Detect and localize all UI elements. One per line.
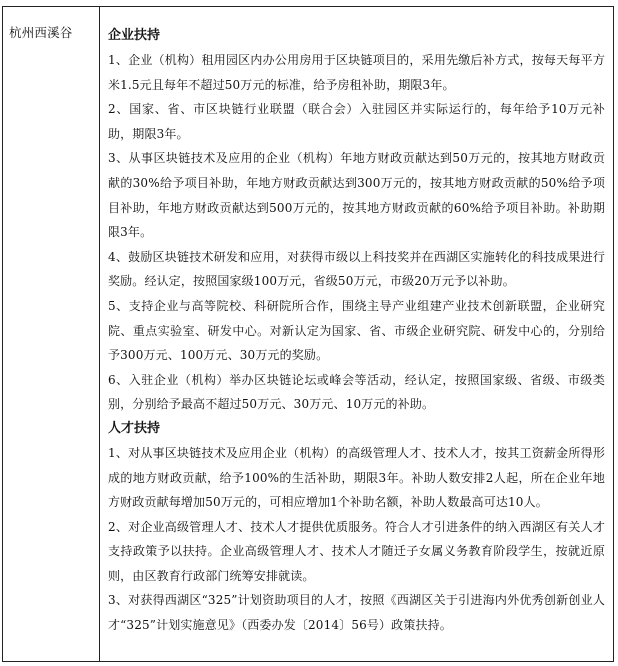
list-item: 1、对从事区块链技术及应用企业（机构）的高级管理人才、技术人才，按其工资薪金所得形成的地方财政贡献，给予100%的生活补助，期限3年。补助人数安排2人起，所在企业年地方财政贡献每增加50万元的，可相应增加1个补助名额，补助人数最高可达10人。 [108,445,605,510]
section-talent [108,417,605,638]
list-item: 5、支持企业与高等院校、科研院所合作，围绕主导产业组建产业技术创新联盟，企业研究院、重点实验室、研发中心。对新认定为国家、省、市级企业研究院、研发中心的，分别给予300万元、100万元、30万元的奖励。 [108,298,605,363]
list-item: 4、鼓励区块链技术研发和应用，对获得市级以上科技奖并在西湖区实施转化的科技成果进行奖励。经认定，按照国家级100万元，省级50万元，市级20万元予以补助。 [108,249,605,289]
section-title: 企业扶持 [108,28,161,43]
list-item: 1、企业（机构）租用园区内办公用房用于区块链项目的，采用先缴后补方式，按每天每平方米1.5元且每年不超过50万元的标准，给予房租补助，期限3年。 [108,53,605,92]
list-item: 2、对企业高级管理人才、技术人才提供优质服务。符合人才引进条件的纳入西湖区有关人才支持政策予以扶持。企业高级管理人才、技术人才随迁子女属义务教育阶段学生，按就近原则，由区教育行政部门统筹安排就读。 [108,519,605,583]
section-enterprise [108,24,605,417]
table-row [3,7,614,662]
list-item: 2、国家、省、市区块链行业联盟（联合会）入驻园区并实际运行的，每年给予10万元补助，期限3年。 [108,102,605,141]
list-item: 3、对获得西湖区“325”计划资助项目的人才，按照《西湖区关于引进海内外优秀创新创业人才“325”计划实施意见》（西委办发〔2014〕56号）政策扶持。 [108,593,605,633]
list-item: 6、入驻企业（机构）举办区块链论坛或峰会等活动，经认定，按照国家级、省级、市级类别，分别给予最高不超过50万元、30万元、10万元的补助。 [108,372,605,412]
content-cell [100,7,614,662]
section-title: 人才扶持 [108,420,161,436]
region-name: 杭州西溪谷 [9,25,73,40]
list-item: 3、从事区块链技术及应用的企业（机构）年地方财政贡献达到50万元的，按其地方财政贡献的30%给予项目补助，年地方财政贡献达到300万元的，按其地方财政贡献的50%给予项目补助，年地方财政贡献达到500万元的，按其地方财政贡献的60%给予项目补助。补助期限3年。 [108,151,605,240]
policy-table [2,6,614,662]
region-cell [3,7,100,662]
